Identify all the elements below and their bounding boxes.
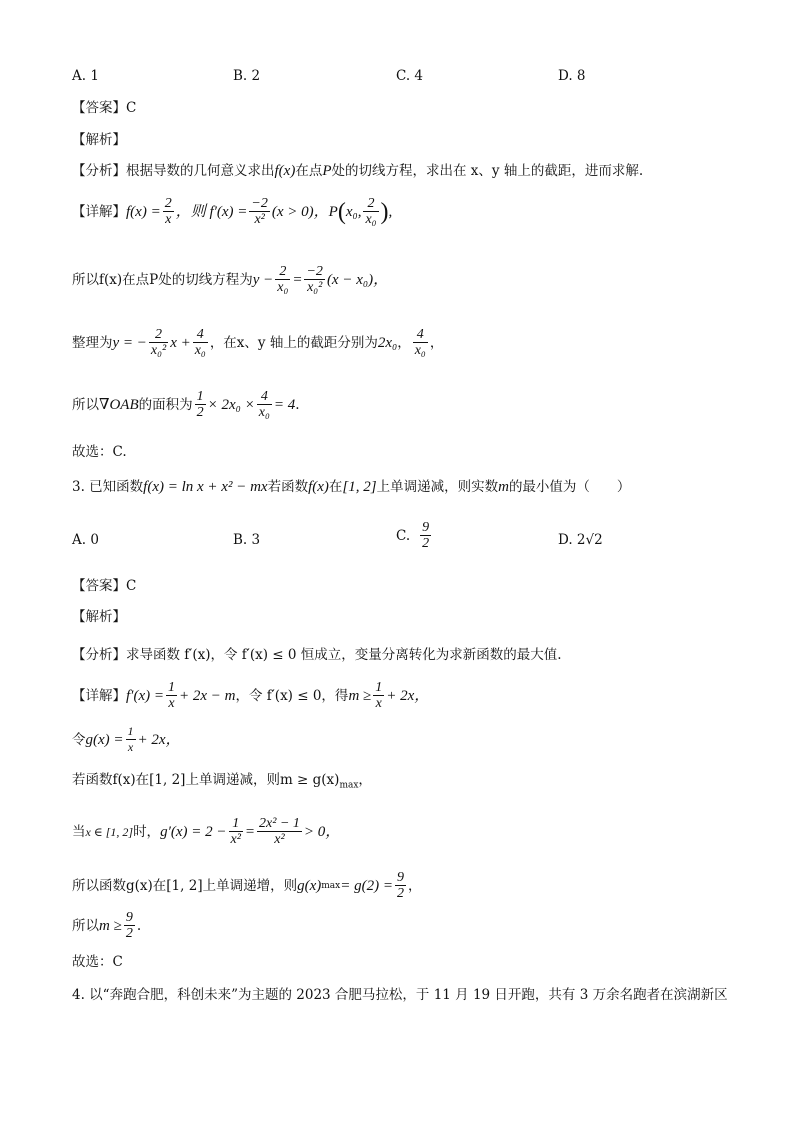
q2-frac-4-over-x0c: $\frac{4}{\text{x₀}}$: [258, 389, 270, 420]
q3-frac-9-over-2: $\frac{9}{2}$: [396, 870, 404, 901]
q2-xiangjie: 【详解】 f(x) = $\frac{2}{x}$ ，则 f′(x) = $\frac{-2}{\text{x²}}$ (x > 0) ，P ( x₀ , $\frac{2}{\text{x₀}}$ ) ,: [72, 196, 393, 227]
q2-fenxi-prefix: 【分析】根据导数的几何意义求出: [72, 163, 275, 179]
q3-analysis-heading: 【解析】: [72, 609, 126, 625]
q3-option-a: A. 0: [72, 532, 99, 548]
q3-choose: 故选：C: [72, 954, 123, 970]
q2-f-def: f(x) =: [126, 203, 161, 220]
q2-fenxi: [72, 161, 643, 181]
q3-fenxi: 【分析】求导函数 f′(x)，令 f′(x) ≤ 0 恒成立，变量分离转化为求新函数的最大值.: [72, 647, 562, 663]
q2-option-d: D. 8: [558, 68, 586, 84]
q2-frac-m2-over-x02: $\frac{-2}{\text{x₀²}}$: [306, 264, 323, 295]
q2-answer: 【答案】C: [72, 100, 137, 116]
q2-option-c: C. 4: [396, 68, 424, 84]
q3-function: f(x) = ln x + x² − mx: [143, 479, 268, 495]
q3-frac-9-over-2b: $\frac{9}{2}$: [125, 910, 133, 941]
q2-simplify-prefix: 整理为: [72, 334, 113, 351]
q3-frac-1-over-x2: $\frac{1}{\text{x²}}$: [230, 816, 241, 847]
q2-option-b: B. 2: [233, 68, 261, 84]
q2-derivative: ，则 f′(x) =: [175, 203, 248, 220]
q2-tangent: 所以f(x)在点P处的切线方程为 y − $\frac{2}{\text{x₀}}$ = $\frac{-2}{\text{x₀²}}$ (x − x₀)，: [72, 264, 389, 295]
q2-cond: (x > 0): [271, 203, 314, 220]
q2-triangle: ∇OAB: [99, 396, 139, 413]
q2-frac-2-over-x02: $\frac{2}{\text{x₀²}}$: [150, 327, 167, 358]
q3-if-line: 若函数f(x)在[1, 2]上单调递减，则$m \ge g(x)_{max}$，: [72, 772, 372, 791]
q2-tangent-y: y −: [252, 271, 274, 288]
q2-xiangjie-prefix: 【详解】: [72, 203, 126, 220]
q3-option-c-frac: $\frac{9}{2}$: [422, 520, 430, 551]
q4-stem: 4. 以“奔跑合肥，科创未来”为主题的 2023 合肥马拉松，于 11 月 19 日开跑，共有 3 万余名跑者在滨湖新区: [72, 987, 728, 1003]
q2-frac-2-over-x0: $\frac{2}{\text{x₀}}$: [365, 196, 377, 227]
q2-fenxi-p: P: [322, 163, 332, 179]
q3-frac-1-over-xb: $\frac{1}{x}$: [375, 680, 383, 711]
q2-simplify: 整理为 y = − $\frac{2}{\text{x₀²}}$ x + $\frac{4}{\text{x₀}}$ ，在x、y 轴上的截距分别为 2x₀ ， $\frac{4}{\text{x₀}}$ ，: [72, 327, 444, 358]
q2-frac-2-over-x0b: $\frac{2}{\text{x₀}}$: [277, 264, 289, 295]
q2-choose: 故选：C.: [72, 444, 127, 460]
q3-so: 所以 m ≥ $\frac{9}{2}$ .: [72, 910, 142, 941]
q2-fenxi-rest: 处的切线方程，求出在 x、y 轴上的截距，进而求解.: [331, 163, 644, 179]
q3-option-c: C. $\frac{9}{2}$: [396, 520, 430, 551]
q2-option-a: A. 1: [72, 68, 99, 84]
q2-fenxi-fx: f(x): [274, 163, 296, 179]
q3-frac-2x2m1-over-x2: $\frac{\text{2x² − 1}}{\text{x²}}$: [259, 816, 300, 847]
q2-fenxi-mid: 在点: [295, 163, 323, 179]
q2-frac-m2-over-x2: $\frac{-2}{\text{x²}}$: [251, 196, 268, 227]
q3-frac-1-over-x: $\frac{1}{x}$: [167, 680, 175, 711]
q3-when-line: 当 x ∈ [1, 2] 时， g′(x) = 2 − $\frac{1}{\text{x²}}$ = $\frac{\text{2x² − 1}}{\text{x²}}$ > 0，: [72, 816, 341, 847]
q3-let-g: 令 g(x) = $\frac{1}{x}$ + 2x，: [72, 724, 181, 754]
q3-option-d: D. 2√2: [558, 532, 603, 548]
q3-option-b: B. 3: [233, 532, 261, 548]
q2-area: 所以 ∇OAB 的面积为 $\frac{1}{2}$ × 2x₀ × $\frac{4}{\text{x₀}}$ = 4 .: [72, 389, 300, 420]
q3-answer: 【答案】C: [72, 578, 137, 594]
q2-frac-4-over-x0: $\frac{4}{\text{x₀}}$: [194, 327, 206, 358]
q2-tangent-tail: (x − x₀)，: [326, 271, 389, 288]
q2-frac-4-over-x0b: $\frac{4}{\text{x₀}}$: [414, 327, 426, 358]
q2-point: ，P: [313, 203, 338, 220]
q3-frac-1-over-xc: $\frac{1}{x}$: [127, 724, 134, 754]
q2-point-x0: x₀: [345, 203, 358, 220]
q2-frac-half: $\frac{1}{2}$: [196, 389, 204, 420]
q2-tangent-prefix: 所以f(x)在点P处的切线方程为: [72, 271, 253, 288]
q3-stem: 3. 已知函数f(x) = ln x + x² − mx若函数f(x)在[1, 2]上单调递减，则实数m的最小值为（ ）: [72, 479, 631, 495]
q2-frac-2-over-x: $\frac{2}{x}$: [164, 196, 172, 227]
q3-xiangjie: 【详解】 f′(x) = $\frac{1}{x}$ + 2x − m ，令 f′(x) ≤ 0，得 m ≥ $\frac{1}{x}$ + 2x，: [72, 680, 430, 711]
q3-increasing: 所以函数g(x)在[1, 2]上单调递增，则 g(x) max = g(2) = $\frac{9}{2}$ ，: [72, 870, 422, 901]
q2-analysis-heading: 【解析】: [72, 132, 126, 148]
